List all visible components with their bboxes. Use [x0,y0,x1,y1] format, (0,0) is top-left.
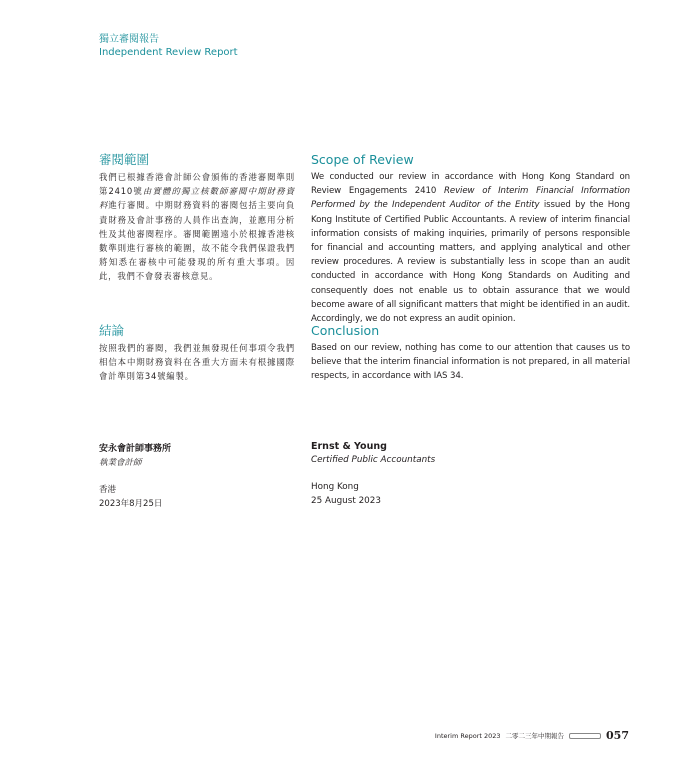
footer-report-en: Interim Report 2023 [434,731,501,740]
conclusion-body-en: Based on our review, nothing has come to our attention that causes us to believe that the interim financial information is not prepared, in all material respects, in accordance with IAS 34. [311,343,630,382]
date-zh: 2023年8月25日 [99,499,163,509]
firm-name-zh: 安永會計師事務所 [99,444,172,454]
conclusion-heading-zh: 結論 [99,323,125,338]
page-number: 057 [606,729,629,742]
conclusion-heading-en: Conclusion [311,323,380,338]
scope-heading-en: Scope of Review [311,152,414,167]
footer-divider [569,733,601,739]
firm-name-en: Ernst & Young [311,441,387,452]
header-title-zh: 獨立審閱報告 [99,34,159,45]
city-en: Hong Kong [311,482,359,492]
firm-role-en: Certified Public Accountants [311,455,436,465]
page-footer [435,729,629,742]
conclusion-body-zh: 按照我們的審閱，我們並無發現任何事項令我們相信本中期財務資料在各重大方面未有根據國際會計準則第34號編製。 [99,343,295,382]
city-zh: 香港 [99,485,117,495]
scope-body-en: We conducted our review in accordance with Hong Kong Standard on Review Engagements 2410 Review of Interim Financial Information Performed by the Independent Auditor of the Entity issued by the Hong Kong Institute of Certified Public Accountants. A review of interim financial information consists of making inquiries, primarily of persons responsible for financial and accounting matters, and applying analytical and other review procedures. A review is substantially less in scope than an audit conducted in accordance with Hong Kong Standards on Auditing and consequently does not enable us to obtain assurance that we would become aware of all significant matters that might be identified in an audit. Accordingly, we do not express an audit opinion. [311,172,630,325]
date-en: 25 August 2023 [311,496,381,506]
scope-heading-zh: 審閱範圍 [99,152,150,167]
scope-body-zh: 我們已根據香港會計師公會頒佈的香港審閱準則第2410號由實體的獨立核數師審閱中期財務資料進行審閱。中期財務資料的審閱包括主要向負責財務及會計事務的人員作出查詢，並應用分析性及其他審閱程序。審閱範圍遠小於根據香港核數準則進行審核的範圍，故不能令我們保證我們將知悉在審核中可能發現的所有重大事項。因此，我們不會發表審核意見。 [99,172,295,282]
footer-report-zh: 二零二三年中期報告 [505,732,565,740]
firm-role-zh: 執業會計師 [99,458,142,468]
header-title-en: Independent Review Report [99,47,238,58]
